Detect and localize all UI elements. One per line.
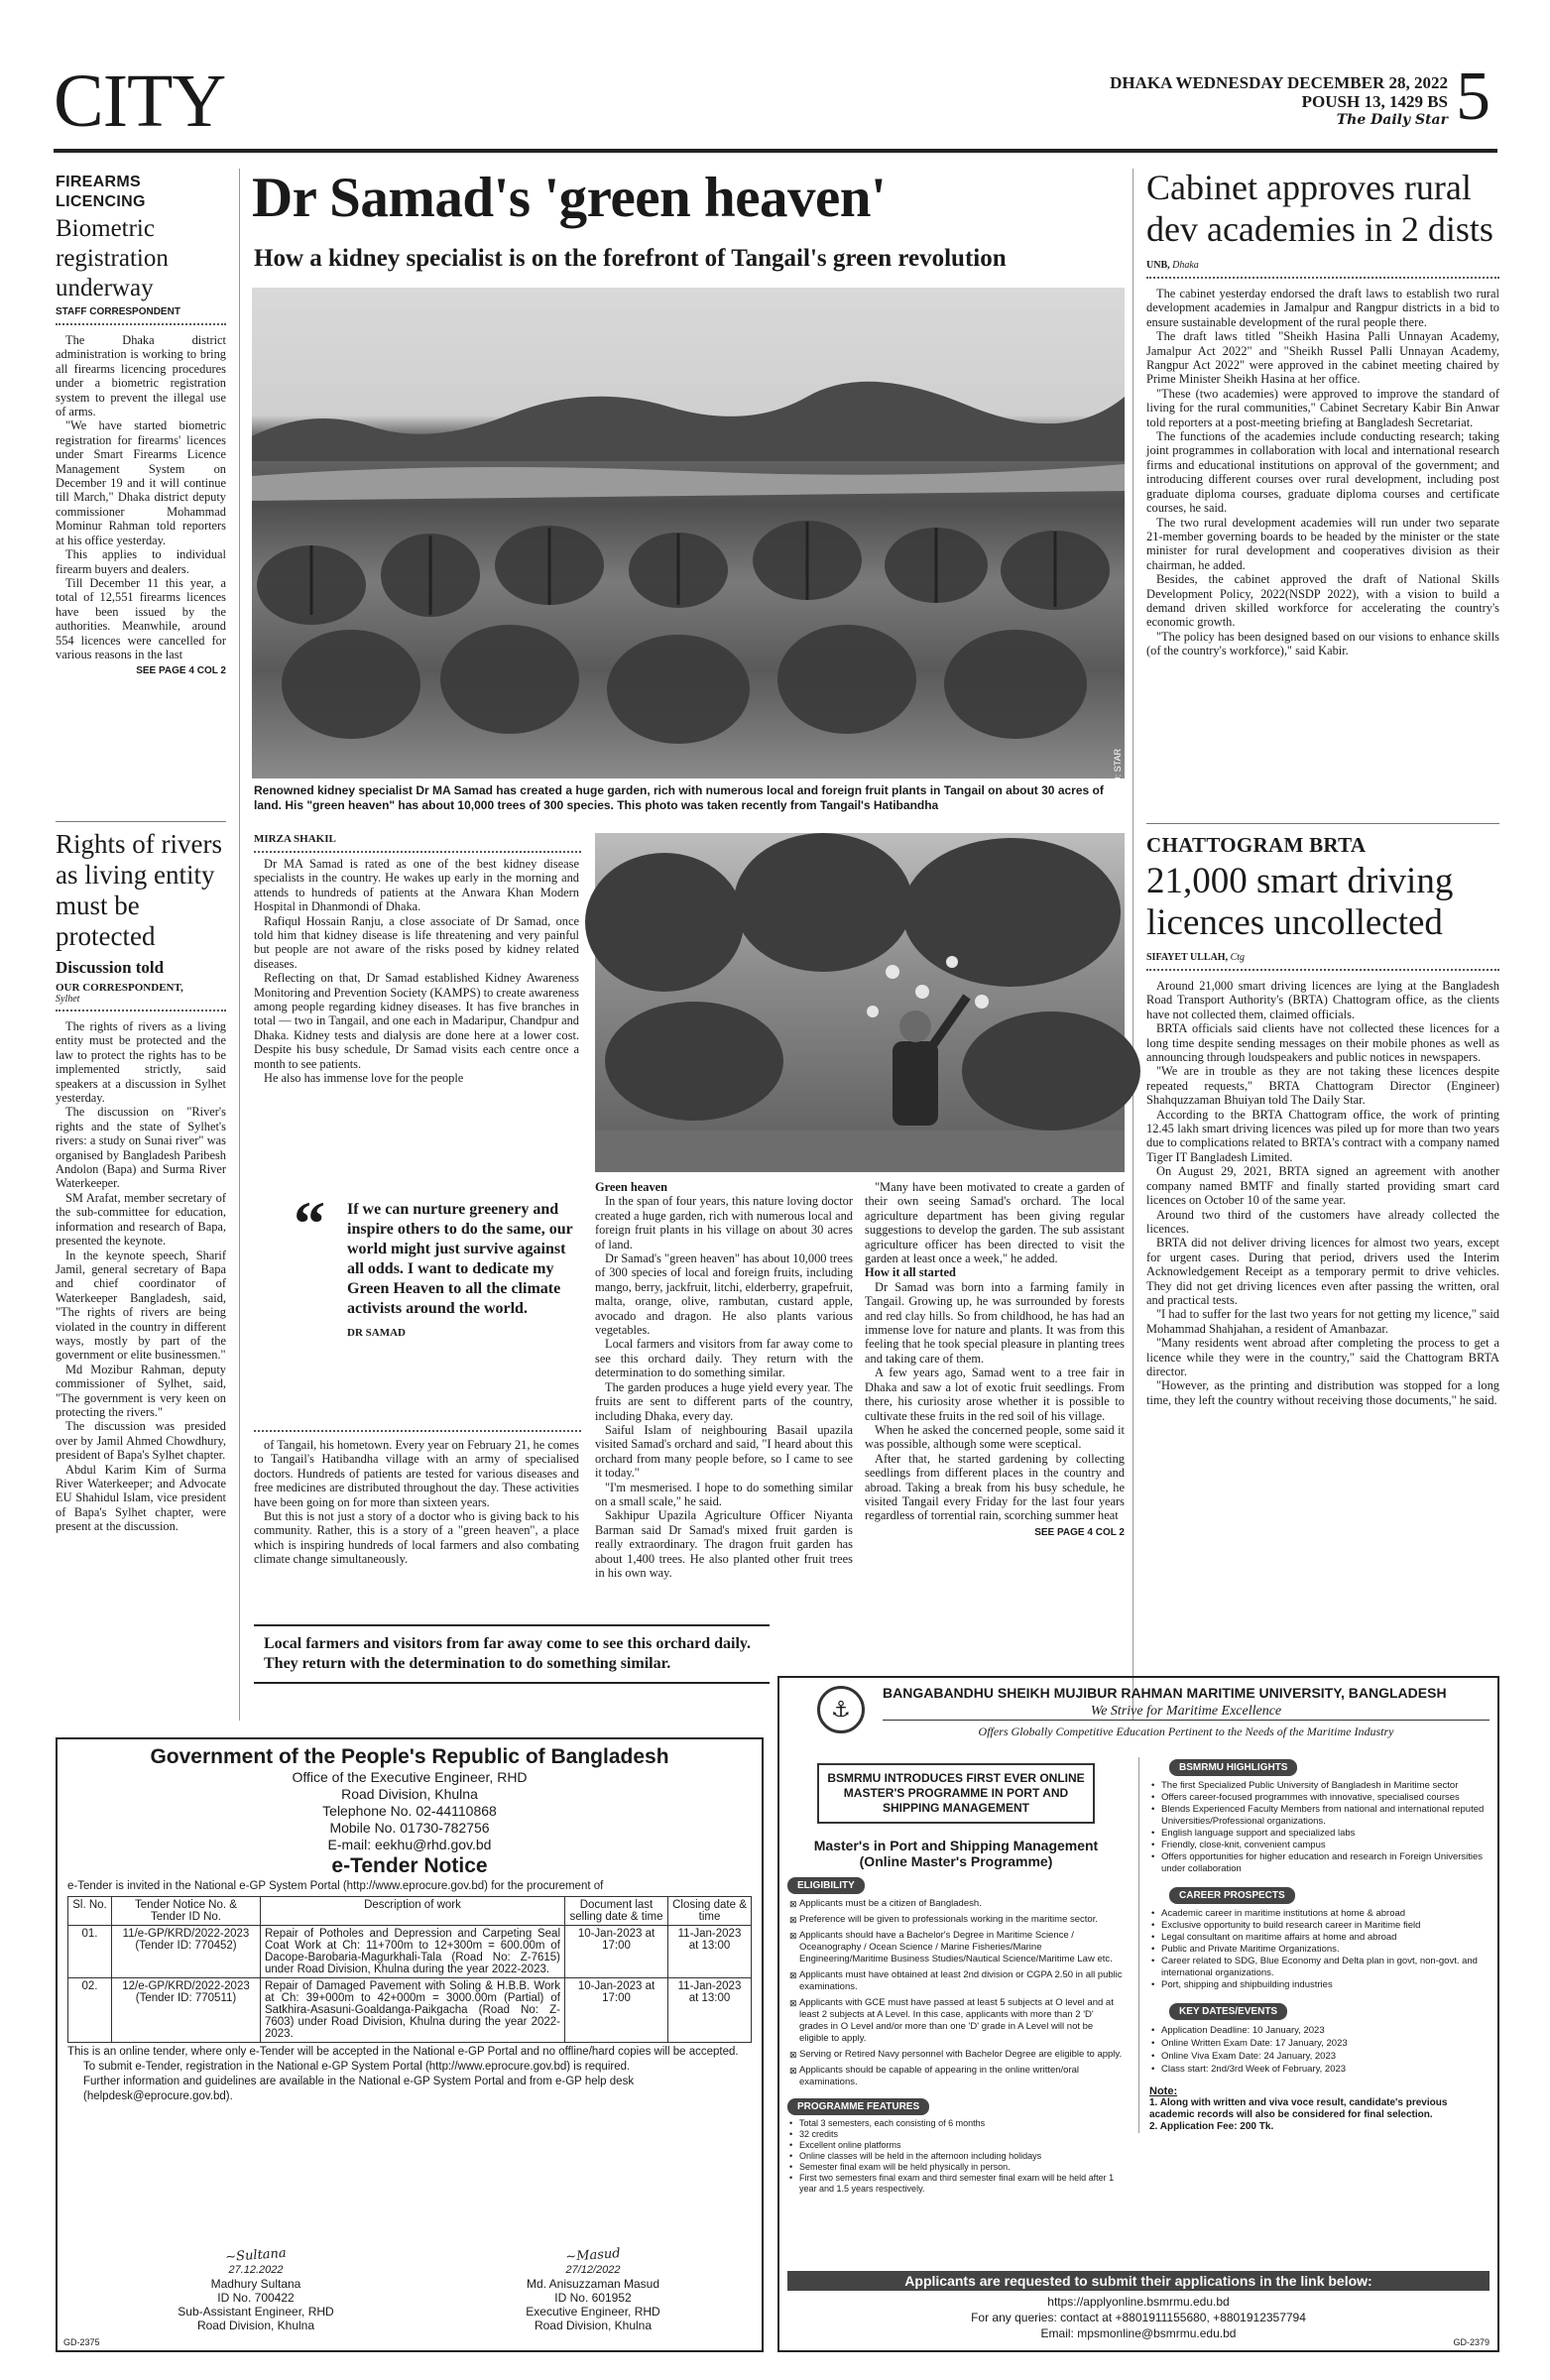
brta-byline bbox=[1146, 952, 1499, 963]
sig1-title: Sub-Assistant Engineer, RHD bbox=[178, 2305, 334, 2319]
tender-mobile: Mobile No. 01730-782756 bbox=[329, 1820, 490, 1836]
brta-place: Ctg bbox=[1230, 952, 1246, 963]
quote-by: DR SAMAD bbox=[347, 1327, 406, 1339]
brta-para: "We are in trouble as they are not taking these licences despite repeated requests," BRTA Chattogram Director (Engineer) Shahquzzaman Bhuiyan told The Daily Star. bbox=[1146, 1064, 1499, 1108]
tender-gov: Government of the People's Republic of Bangladesh bbox=[150, 1745, 669, 1768]
brta-para: Around two third of the customers have already collected the licences. bbox=[1146, 1207, 1499, 1236]
signature-scribble-2: ~Masud bbox=[564, 2246, 622, 2265]
brta-para: BRTA did not deliver driving licences for almost two years, except for urgent cases. During that period, drivers used the Interim Acknowledgement Receipt as a temporary permit to drive vehicles. They did not get driving licences even after passing the written, oral and practical tests. bbox=[1146, 1236, 1499, 1307]
firearms-para: "We have started biometric registration for firearms' licences under Smart Firearms Licence Management System on December 19 and it will continue till March," Dhaka district deputy commissioner Mohammad Mominur Rahman told reporters at his office yesterday. bbox=[56, 418, 226, 547]
list-item: • Public and Private Maritime Organizations. bbox=[1149, 1944, 1488, 1956]
brta-headline: 21,000 smart driving licences uncollected bbox=[1146, 861, 1454, 943]
brta-para: "I had to suffer for the last two years for not getting my licence," said Mohammad Shahjahan, a resident of Amanbazar. bbox=[1146, 1307, 1499, 1336]
sig2-title: Executive Engineer, RHD bbox=[526, 2305, 660, 2319]
features-label: PROGRAMME FEATURES bbox=[787, 2098, 929, 2115]
brta-para: On August 29, 2021, BRTA signed an agreement with another company named BMTF and finally started providing smart card licences on October 10 of the same year. bbox=[1146, 1164, 1499, 1208]
cabinet-byline bbox=[1146, 260, 1499, 271]
highlights-label: BSMRMU HIGHLIGHTS bbox=[1169, 1759, 1297, 1776]
tender-note: To submit e-Tender, registration in the National e-GP System Portal (http://www.eprocure.gov.bd) is required. bbox=[83, 2061, 631, 2073]
note-label: Note: bbox=[1149, 2085, 1178, 2097]
list-item: • Legal consultant on maritime affairs at home and abroad bbox=[1149, 1932, 1488, 1944]
list-item: ⊠ Applicants should have a Bachelor's Degree in Maritime Science / Oceanography / Ocean Science / Marine Fisheries/Marine Engineering/Maritime Business Studies/Nautical Science/Maritime Law etc. bbox=[787, 1930, 1125, 1965]
firearms-body bbox=[56, 333, 226, 661]
note-2: 2. Application Fee: 200 Tk. bbox=[1149, 2121, 1274, 2132]
rivers-body bbox=[56, 1019, 226, 1534]
brta-para: "However, as the printing and distribution was stopped for a long time, they left the country without receiving those documents," he said. bbox=[1146, 1378, 1499, 1407]
table-row bbox=[68, 1978, 752, 2043]
col-header: Sl. No. bbox=[68, 1897, 112, 1926]
col-header: Description of work bbox=[261, 1897, 565, 1926]
main-para: When he asked the concerned people, some said it was possible, although some were sceptical. bbox=[865, 1422, 1125, 1452]
cell-close: 11-Jan-2023 at 13:00 bbox=[668, 1926, 752, 1978]
col-header: Document last selling date & time bbox=[565, 1897, 668, 1926]
brta-para: BRTA officials said clients have not collected these licences for a long time despite sending messages on their mobile phones as well as announcing through loudspeakers and public notices in newspapers. bbox=[1146, 1021, 1499, 1065]
rivers-para: In the keynote speech, Sharif Jamil, general secretary of Bapa and chief coordinator of Waterkeeper Bangladesh, said, "The rights of rivers are being violated in the country in different ways, mostly by part of the government or elite businessmen." bbox=[56, 1248, 226, 1363]
list-item: • Port, shipping and shipbuilding industries bbox=[1149, 1979, 1488, 1991]
tender-id: (Tender ID: 770452) bbox=[135, 1940, 237, 1952]
main-col2 bbox=[595, 1180, 853, 1580]
date-text: DHAKA WEDNESDAY DECEMBER 28, 2022 bbox=[1110, 73, 1448, 92]
ad-code: GD-2379 bbox=[1453, 2337, 1490, 2347]
tender-code: GD-2375 bbox=[63, 2337, 100, 2347]
col-header: Tender Notice No. & Tender ID No. bbox=[112, 1897, 261, 1926]
rivers-para: Md Mozibur Rahman, deputy commissioner of Sylhet, said, "The government is very keen on protecting the rivers." bbox=[56, 1362, 226, 1419]
sig1-division: Road Division, Khulna bbox=[196, 2319, 315, 2332]
main-para: of Tangail, his hometown. Every year on February 21, he comes to Tangail's Hatibandha village with an army of specialised doctors. Hundreds of patients are tested for various diseases and free medicines are distributed throughout the day. These activities have been going on for more than sixteen years. bbox=[254, 1438, 579, 1509]
pullout-box bbox=[254, 1624, 770, 1684]
cell-sell: 10-Jan-2023 at 17:00 bbox=[565, 1926, 668, 1978]
list-item: • Academic career in maritime institutions at home & abroad bbox=[1149, 1908, 1488, 1920]
sig2-name: Md. Anisuzzaman Masud bbox=[526, 2277, 660, 2291]
firearms-byline: STAFF CORRESPONDENT bbox=[56, 306, 180, 317]
cabinet-article bbox=[1146, 167, 1499, 658]
list-item: • Online Viva Exam Date: 24 January, 2023 bbox=[1149, 2050, 1488, 2063]
cabinet-divider bbox=[1146, 277, 1499, 279]
apply-link[interactable]: https://applyonline.bsmrmu.edu.bd bbox=[1047, 2295, 1230, 2309]
orchard-illustration bbox=[595, 833, 1125, 1172]
main-para: A few years ago, Samad went to a tree fair in Dhaka and saw a lot of exotic fruit seedlings. From there, his curiosity arose whether it is possible to cultivate these fruits in the red soil of his village. bbox=[865, 1366, 1125, 1423]
cabinet-place: Dhaka bbox=[1172, 260, 1199, 271]
main-col1b bbox=[254, 1438, 579, 1567]
firearms-kicker: FIREARMS LICENCING bbox=[56, 174, 146, 210]
brta-para: "Many residents went abroad after completing the process to get a licence while they were in the country," said the Chattogram BRTA director. bbox=[1146, 1336, 1499, 1378]
left-panel bbox=[787, 1757, 1125, 2195]
main-para: Dr MA Samad is rated as one of the best kidney disease specialists in the country. He wakes up early in the morning and attends to hundreds of patients at the Anwara Khan Modern Hospital in Dhanmondi of Dhaka. bbox=[254, 857, 579, 914]
university-tagline: Offers Globally Competitive Education Pertinent to the Needs of the Maritime Industry bbox=[978, 1725, 1394, 1738]
tender-office: Office of the Executive Engineer, RHD bbox=[292, 1769, 528, 1785]
cabinet-para: The two rural development academies will run under two separate 21-member governing boards to be headed by the minister or the state minister for rural development and cooperatives division as their chairman, he added. bbox=[1146, 515, 1499, 572]
main-para: The garden produces a huge yield every year. The fruits are sent to different parts of the country, including Dhaka, every day. bbox=[595, 1379, 853, 1423]
bsmrmu-ad bbox=[777, 1676, 1499, 2352]
brta-byline-name: SIFAYET ULLAH, bbox=[1146, 952, 1229, 963]
main-para: Reflecting on that, Dr Samad established Kidney Awareness Monitoring and Prevention Society (KAMPS) to create awareness among people regarding kidney diseases. It has five branches in total — two in Tangail, and one each in Madaripur, Chandpur and Dhaka. Kidney tests and dialysis are done here at a lower cost. Despite his busy schedule, Dr Samad visits each centre once a month to see patients. bbox=[254, 971, 579, 1071]
dates-label: KEY DATES/EVENTS bbox=[1169, 2003, 1287, 2020]
notice-no: 12/e-GP/KRD/2022-2023 bbox=[122, 1980, 250, 1992]
list-item: ⊠ Applicants must be a citizen of Bangladesh. bbox=[787, 1898, 1125, 1910]
cabinet-headline: Cabinet approves rural dev academies in 2 dists bbox=[1146, 168, 1493, 249]
intro-box: BSMRMU INTRODUCES FIRST EVER ONLINE MASTER'S PROGRAMME IN PORT AND SHIPPING MANAGEMENT bbox=[817, 1763, 1095, 1824]
cell-notice bbox=[112, 1978, 261, 2043]
brta-divider bbox=[1146, 969, 1499, 971]
career-label: CAREER PROSPECTS bbox=[1169, 1887, 1295, 1904]
main-para: Dr Samad's "green heaven" has about 10,000 trees of 300 species of local and foreign fruits, including mango, berry, jackfruit, litchi, elderberry, grapefruit, malta, orange, olive, rambutan, custard apple, avocado and dragon. He also plants various vegetables. bbox=[595, 1251, 853, 1338]
list-item: • Application Deadline: 10 January, 2023 bbox=[1149, 2024, 1488, 2037]
tender-email[interactable]: E-mail: eekhu@rhd.gov.bd bbox=[327, 1837, 492, 1852]
main-para: Sakhipur Upazila Agriculture Officer Niyanta Barman said Dr Samad's mixed fruit garden is really extraordinary. The dragon fruit garden has about 1,400 trees. He also planted other fruit trees in his own way. bbox=[595, 1508, 853, 1580]
main-col3 bbox=[865, 1180, 1125, 1540]
firearms-article bbox=[56, 173, 226, 676]
eligibility-label: ELIGIBILITY bbox=[787, 1877, 865, 1894]
list-item: ⊠ Applicants must have obtained at least 2nd division or CGPA 2.50 in all public examinations. bbox=[787, 1969, 1125, 1993]
paper-name: The Daily Star bbox=[1336, 112, 1448, 128]
list-item: • Friendly, close-knit, convenient campus bbox=[1149, 1840, 1488, 1851]
rivers-para: Abdul Karim Kim of Surma River Waterkeeper; and Advocate EU Shahidul Islam, vice president of Bapa's Sylhet chapter, were present at the discussion. bbox=[56, 1462, 226, 1534]
brta-para: According to the BRTA Chattogram office, the work of printing 12.45 lakh smart driving licences was piled up for more than two years due to complications related to BRTA's contract with a company named Tiger IT Bangladesh Limited. bbox=[1146, 1107, 1499, 1164]
program-title: Master's in Port and Shipping Management bbox=[813, 1838, 1099, 1853]
career-list bbox=[1149, 1908, 1488, 1991]
university-logo-icon: ⚓ bbox=[817, 1686, 865, 1733]
dateline bbox=[1071, 73, 1448, 130]
quote-mark-icon: “ bbox=[294, 1188, 325, 1258]
cell-sell: 10-Jan-2023 at 17:00 bbox=[565, 1978, 668, 2043]
cell-sl: 02. bbox=[68, 1978, 112, 2043]
bengali-date: POUSH 13, 1429 BS bbox=[1301, 92, 1448, 111]
cabinet-para: The draft laws titled "Sheikh Hasina Palli Unnayan Academy, Jamalpur Act 2022" and "Sheikh Russel Palli Unnayan Academy, Rangpur Act 2022" were approved in the cabinet meeting chaired by Prime Minister Sheikh Hasina at her office. bbox=[1146, 329, 1499, 387]
column-separator bbox=[239, 169, 240, 1721]
garden-illustration bbox=[252, 288, 1125, 778]
pull-quote bbox=[294, 1188, 585, 1339]
main-para: But this is not just a story of a doctor who is giving back to his community. Rather, this is a story of a "green heaven", a place which is inspiring hundreds of local farmers and also combating climate change simultaneously. bbox=[254, 1509, 579, 1567]
eligibility-list bbox=[787, 1898, 1125, 2088]
list-item: ⊠ Applicants should be capable of appearing in the online written/oral examinations. bbox=[787, 2065, 1125, 2088]
main-para: In the span of four years, this nature loving doctor created a huge garden, rich with numerous local and foreign fruit plants in his village on about 30 acres of land. bbox=[595, 1194, 853, 1251]
firearms-headline: Biometric registration underway bbox=[56, 215, 169, 301]
rivers-para: The discussion was presided over by Jamil Ahmed Chowdhury, president of Bapa's Sylhet chapter. bbox=[56, 1419, 226, 1463]
rivers-para: The discussion on "River's rights and the state of Sylhet's rivers: a study on Sunai river" was organised by Bangladesh Paribesh Andolon (Bapa) and Surma River Waterkeeper. bbox=[56, 1105, 226, 1191]
rivers-article bbox=[56, 829, 226, 1534]
main-para: "I'm mesmerised. I hope to do something similar on a small scale," he said. bbox=[595, 1480, 853, 1508]
brta-body bbox=[1146, 979, 1499, 1407]
firearms-see-page[interactable]: SEE PAGE 4 COL 2 bbox=[136, 665, 226, 677]
cabinet-byline-name: UNB, bbox=[1146, 260, 1170, 271]
sig1-name: Madhury Sultana bbox=[210, 2277, 301, 2291]
tender-id: (Tender ID: 770511) bbox=[135, 1992, 237, 2004]
cell-close: 11-Jan-2023 at 13:00 bbox=[668, 1978, 752, 2043]
tender-table bbox=[67, 1896, 752, 2043]
list-item: • English language support and specialized labs bbox=[1149, 1828, 1488, 1840]
tender-note: Further information and guidelines are available in the National e-GP System Portal and from e-GP help desk (helpdesk@eprocure.gov.bd). bbox=[83, 2076, 635, 2102]
cell-notice bbox=[112, 1926, 261, 1978]
main-col1 bbox=[254, 857, 579, 1086]
sig2-id: ID No. 601952 bbox=[554, 2291, 632, 2305]
rivers-headline: Rights of rivers as living entity must be protected bbox=[56, 829, 222, 951]
main-para: After that, he started gardening by collecting seedlings from different places in the country and abroad. Taking a break from his busy schedule, he visited Tangail every Friday for the last four years regardless of torrential rain, scorching summer heat bbox=[865, 1451, 1125, 1523]
cell-desc: Repair of Damaged Pavement with Soling & H.B.B. Work at Ch: 39+000m to 42+000m = 3000.00m (Partial) of Satkhira-Asasuni-Goaldanga-Paikgacha (Road No: Z-7603) under Road Division, Khulna during the year 2022-2023. bbox=[261, 1978, 565, 2043]
page-number: 5 bbox=[1456, 59, 1490, 135]
list-item: • Career related to SDG, Blue Economy and Delta plan in govt, non-govt. and international organizations. bbox=[1149, 1956, 1488, 1979]
signature-block-2 bbox=[474, 2246, 712, 2332]
cabinet-bottom-rule bbox=[1146, 823, 1499, 824]
highlights-list bbox=[1149, 1780, 1488, 1875]
tender-note: This is an online tender, where only e-Tender will be accepted in the National e-GP Portal and no offline/hard copies will be accepted. bbox=[67, 2046, 739, 2058]
signature-block-1 bbox=[147, 2245, 365, 2332]
tender-header-row bbox=[68, 1897, 752, 1926]
sig1-date: 27.12.2022 bbox=[228, 2264, 284, 2276]
list-item: • Online Written Exam Date: 17 January, 2023 bbox=[1149, 2037, 1488, 2050]
university-motto: We Strive for Maritime Excellence bbox=[883, 1704, 1490, 1721]
firearms-para: Till December 11 this year, a total of 12,551 firearms licences have been issued by the authorities. Meanwhile, around 554 licences were cancelled for various reasons in the last bbox=[56, 575, 226, 661]
masthead-rule bbox=[54, 149, 1497, 153]
program-subtitle: (Online Master's Programme) bbox=[859, 1853, 1053, 1869]
section-subhead: How it all started bbox=[865, 1265, 956, 1280]
list-item: • Exclusive opportunity to build research career in Maritime field bbox=[1149, 1920, 1488, 1932]
rivers-para: SM Arafat, member secretary of the sub-committee for education, information and research of Bapa, presented the keynote. bbox=[56, 1190, 226, 1249]
cabinet-para: Besides, the cabinet approved the draft of National Skills Development Policy, 2022(NSDP 2022), with a vision to build a demand driven skilled workforce for accelerating the country's economic growth. bbox=[1146, 572, 1499, 630]
list-item: • Offers opportunities for higher education and research in Foreign Universities under collaboration bbox=[1149, 1851, 1488, 1875]
cell-desc: Repair of Potholes and Depression and Carpeting Seal Coat Work at Ch: 11+700m to 12+300m = 600.00m of Dacope-Barobaria-Magurkhali-Tala (Road No: Z-7615) under Road Division, Khulna during the year 2022-2023. bbox=[261, 1926, 565, 1978]
main-para: He also has immense love for the people bbox=[264, 1071, 464, 1086]
main-headline: Dr Samad's 'green heaven' bbox=[252, 167, 887, 229]
right-panel bbox=[1138, 1757, 1488, 2133]
list-item: • First two semesters final exam and third semester final exam will be held after 1 year and 1.5 years respectively. bbox=[787, 2173, 1125, 2195]
sig2-date: 27/12/2022 bbox=[565, 2264, 621, 2276]
firearms-bottom-rule bbox=[56, 821, 226, 822]
brta-kicker: CHATTOGRAM BRTA bbox=[1146, 833, 1367, 857]
list-item: • 32 credits bbox=[787, 2129, 1125, 2140]
university-name: BANGABANDHU SHEIKH MUJIBUR RAHMAN MARITIME UNIVERSITY, BANGLADESH bbox=[883, 1685, 1447, 1701]
rivers-divider bbox=[56, 1010, 226, 1012]
table-row bbox=[68, 1926, 752, 1978]
photo-caption: Renowned kidney specialist Dr MA Samad has created a huge garden, rich with numerous local and foreign fruit plants in Tangail on about 30 acres of land. His "green heaven" has about 10,000 trees of 300 species. This photo was taken recently from Tangail's Hatibandha bbox=[254, 783, 1104, 812]
tender-intro: e-Tender is invited in the National e-GP System Portal (http://www.eprocure.gov.bd) for the procurement of bbox=[67, 1880, 604, 1892]
note-1: 1. Along with written and viva voce result, candidate's previous academic records will also be considered for final selection. bbox=[1149, 2097, 1448, 2120]
tender-title: e-Tender Notice bbox=[331, 1854, 488, 1877]
photo-credit: PHOTO: STAR bbox=[1113, 749, 1123, 809]
main-see-page[interactable]: SEE PAGE 4 COL 2 bbox=[1034, 1526, 1125, 1538]
rivers-place: Sylhet bbox=[56, 994, 80, 1005]
main-para: Saiful Islam of neighbouring Basail upazila visited Samad's orchard and said, "I heard about this orchard from many people before, so I came to see it today." bbox=[595, 1422, 853, 1481]
contact-email[interactable]: Email: mpsmonline@bsmrmu.edu.bd bbox=[1040, 2326, 1237, 2340]
tender-notice-ad bbox=[56, 1737, 764, 2352]
tender-phone: Telephone No. 02-44110868 bbox=[322, 1803, 497, 1819]
main-para: Local farmers and visitors from far away come to see this orchard daily. They return with the determination to do something similar. bbox=[595, 1337, 853, 1380]
list-item: • Blends Experienced Faculty Members from national and international reputed Universities/Professional organizations. bbox=[1149, 1804, 1488, 1828]
list-item: ⊠ Preference will be given to professionals working in the maritime sector. bbox=[787, 1914, 1125, 1926]
cabinet-para: The functions of the academies include conducting research; taking joint programmes in collaboration with local and international research firms and educational institutions on approval of the government; and introducing different courses over rural development, including post graduate diploma courses, graduate diploma courses and certificate courses, he said. bbox=[1146, 429, 1499, 516]
list-item: ⊠ Serving or Retired Navy personnel with Bachelor Degree are eligible to apply. bbox=[787, 2049, 1125, 2061]
section-subhead: Green heaven bbox=[595, 1180, 668, 1194]
firearms-divider bbox=[56, 323, 226, 325]
quote-text: If we can nurture greenery and inspire others to do the same, our world might just survive against all odds. I want to dedicate my Green Heaven to all the climate activists around the world. bbox=[347, 1201, 573, 1317]
signature-scribble-1: ~Sultana bbox=[224, 2245, 288, 2266]
section-title: CITY bbox=[54, 60, 226, 143]
col-header: Closing date & time bbox=[668, 1897, 752, 1926]
main-subhead: How a kidney specialist is on the forefront of Tangail's green revolution bbox=[254, 245, 1007, 272]
brta-para: Around 21,000 smart driving licences are lying at the Bangladesh Road Transport Authority's (BRTA) Chattogram office, as the clients have not collected them, claimed officials. bbox=[1146, 979, 1499, 1021]
tender-division: Road Division, Khulna bbox=[341, 1786, 478, 1802]
quote-divider bbox=[254, 1430, 581, 1432]
list-item: ⊠ Applicants with GCE must have passed at least 5 subjects at O level and at least 2 subjects at A Level. In this case, applicants with more than 2 'D' grades in O Level and/or more than one 'D' grade in A Level will not be eligible to apply. bbox=[787, 1997, 1125, 2045]
list-item: • Excellent online platforms bbox=[787, 2140, 1125, 2151]
cell-sl: 01. bbox=[68, 1926, 112, 1978]
doctor-orchard-photo bbox=[595, 833, 1125, 1172]
list-item: • Class start: 2nd/3rd Week of February, 2023 bbox=[1149, 2063, 1488, 2076]
rivers-subhead: Discussion told bbox=[56, 958, 165, 977]
features-list bbox=[787, 2118, 1125, 2195]
list-item: • Total 3 semesters, each consisting of 6 months bbox=[787, 2118, 1125, 2129]
contact-line: For any queries: contact at +8801911155680, +8801912357794 bbox=[971, 2311, 1306, 2324]
main-para: Dr Samad was born into a farming family in Tangail. Growing up, he was surrounded by forests and red clay hills. So from childhood, he has had an immense love for nature and plants. It was from this feeling that he took special pleasure in planting trees and taking care of them. bbox=[865, 1279, 1125, 1366]
brta-article bbox=[1146, 833, 1499, 1407]
main-byline: MIRZA SHAKIL bbox=[254, 833, 336, 845]
cabinet-body bbox=[1146, 287, 1499, 658]
list-item: • The first Specialized Public University of Bangladesh in Maritime sector bbox=[1149, 1780, 1488, 1792]
firearms-para: The Dhaka district administration is working to bring all firearms licencing procedures under a biometric registration system to prevent the illegal use of arms. bbox=[56, 333, 226, 419]
pullout-text: Local farmers and visitors from far away come to see this orchard daily. They return with the determination to do something similar. bbox=[264, 1635, 752, 1672]
notice-no: 11/e-GP/KRD/2022-2023 bbox=[122, 1928, 250, 1940]
main-byline-divider bbox=[254, 851, 581, 853]
cabinet-para: The cabinet yesterday endorsed the draft laws to establish two rural development academies in Jamalpur and Rangpur districts in a bid to ensure sustainable development of the rural people there. bbox=[1146, 287, 1499, 329]
sig2-division: Road Division, Khulna bbox=[534, 2319, 653, 2332]
apply-bar: Applicants are requested to submit their applications in the link below: bbox=[787, 2271, 1490, 2291]
rivers-byline bbox=[56, 982, 226, 994]
dates-list bbox=[1149, 2024, 1488, 2076]
main-para: "Many have been motivated to create a garden of their own seeing Samad's orchard. The local agriculture department has been giving regular suggestions to develop the garden. The sub assistant agriculture officer has been directed to visit the garden at least once a week," he added. bbox=[865, 1180, 1125, 1266]
rivers-byline-name: OUR CORRESPONDENT, bbox=[56, 982, 183, 994]
list-item: • Semester final exam will be held physically in person. bbox=[787, 2162, 1125, 2173]
list-item: • Offers career-focused programmes with innovative, specialised courses bbox=[1149, 1792, 1488, 1804]
main-para: Rafiqul Hossain Ranju, a close associate of Dr Samad, once told him that kidney disease is life threatening and very painful but people are not aware of the risks posed by kidney related diseases. bbox=[254, 913, 579, 971]
cabinet-para: "These (two academies) were approved to improve the standard of living for the rural communities," Cabinet Secretary Kabir Bin Anwar told reporters at a post-meeting briefing at Bangladesh Secretariat. bbox=[1146, 386, 1499, 429]
cabinet-para: "The policy has been designed based on our visions to enhance skills (of the country's workforce)," said Kabir. bbox=[1146, 629, 1499, 658]
firearms-para: This applies to individual firearm buyers and dealers. bbox=[56, 547, 226, 576]
tender-notes bbox=[67, 2045, 752, 2104]
list-item: • Online classes will be held in the afternoon including holidays bbox=[787, 2151, 1125, 2162]
rivers-para: The rights of rivers as a living entity must be protected and the law to protect the rights has to be implemented strictly, said speakers at a discussion in Sylhet yesterday. bbox=[56, 1019, 226, 1106]
sig1-id: ID No. 700422 bbox=[217, 2291, 295, 2305]
